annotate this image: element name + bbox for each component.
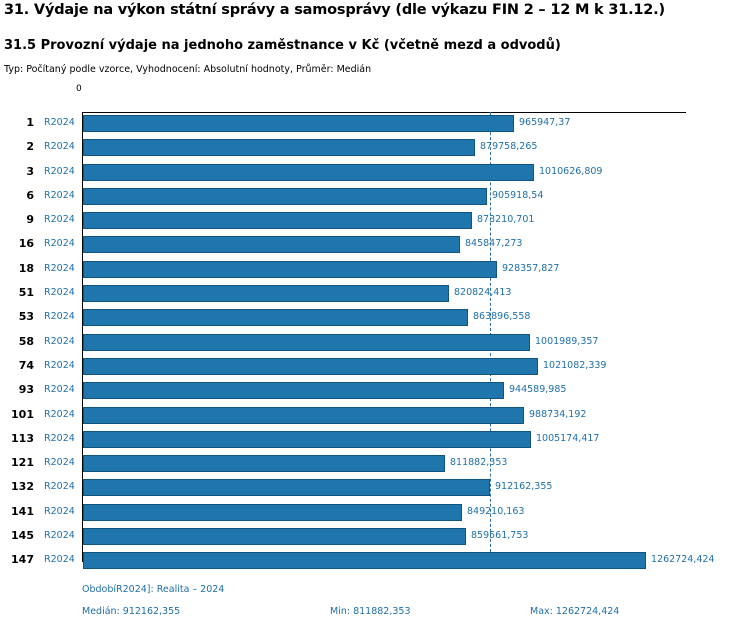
stat-median: Medián: 912162,355 [82,606,181,617]
row-index-label: 101 [11,407,34,421]
legend-period: ObdobíR2024]: Realita – 2024 [82,584,225,595]
bar[interactable] [83,139,475,156]
table-row [0,258,750,282]
bar-value-label: 1005174,417 [536,432,600,444]
row-period-label: R2024 [44,238,75,250]
row-index-label: 9 [26,213,34,227]
bar-value-label: 1001989,357 [535,335,599,347]
bar[interactable] [83,164,534,181]
row-index-label: 1 [26,116,34,129]
table-row [0,379,750,403]
table-row [0,331,750,355]
x-axis-zero-tick: 0 [76,84,82,94]
row-period-label: R2024 [44,165,75,177]
bar-chart-plot [0,98,750,568]
table-row [0,476,750,500]
bar[interactable] [83,188,487,205]
bar[interactable] [83,504,462,521]
row-period-label: R2024 [44,554,75,566]
row-period-label: R2024 [44,432,75,444]
bar[interactable] [83,479,490,496]
bar-value-label: 944589,985 [509,384,567,396]
row-period-label: R2024 [44,384,75,396]
row-period-label: R2024 [44,359,75,371]
bar-value-label: 1010626,809 [539,165,603,177]
row-period-label: R2024 [44,505,75,517]
row-period-label: R2024 [44,262,75,274]
bar[interactable] [83,334,530,351]
row-index-label: 18 [18,261,34,275]
table-row [0,233,750,257]
table-row [0,306,750,330]
row-period-label: R2024 [44,141,75,153]
bar[interactable] [83,407,524,424]
stat-max: Max: 1262724,424 [530,606,620,617]
bar[interactable] [83,528,466,545]
row-index-label: 145 [11,529,34,543]
bar-value-label: 1021082,339 [543,359,607,371]
table-row [0,282,750,306]
table-row [0,355,750,379]
row-index-label: 51 [18,286,34,300]
row-period-label: R2024 [44,117,75,128]
bar[interactable] [83,261,497,278]
bar[interactable] [83,285,449,302]
bar-value-label: 905918,54 [492,189,544,201]
row-index-label: 58 [18,334,34,348]
bar-value-label: 988734,192 [529,408,587,420]
bar-value-label: 965947,37 [519,117,571,128]
bar-value-label: 863896,558 [473,311,531,323]
table-row [0,404,750,428]
bar[interactable] [83,552,646,569]
row-period-label: R2024 [44,214,75,226]
bar[interactable] [83,455,445,472]
row-period-label: R2024 [44,335,75,347]
bar[interactable] [83,212,472,229]
stat-min: Min: 811882,353 [330,606,411,617]
row-index-label: 6 [26,188,34,202]
row-index-label: 16 [18,237,34,251]
bar-value-label: 879758,265 [480,141,538,153]
page-title: 31. Výdaje na výkon státní správy a samosprávy (dle výkazu FIN 2 – 12 M k 31.12.) [4,2,665,18]
table-row [0,428,750,452]
bar[interactable] [83,236,460,253]
table-row [0,209,750,233]
bar[interactable] [83,309,468,326]
row-index-label: 3 [26,164,34,178]
bar[interactable] [83,115,514,132]
row-period-label: R2024 [44,408,75,420]
row-period-label: R2024 [44,530,75,542]
bar-value-label: 811882,353 [450,457,508,469]
row-index-label: 2 [26,140,34,154]
row-index-label: 121 [11,456,34,470]
table-row [0,136,750,160]
bar-value-label: 859561,753 [471,530,529,542]
table-row [0,452,750,476]
bar-value-label: 912162,355 [495,481,553,493]
row-period-label: R2024 [44,287,75,299]
table-row [0,525,750,549]
bar-value-label: 873210,701 [477,214,535,226]
row-index-label: 113 [11,431,34,445]
bar-rows [0,112,750,574]
chart-subtitle: 31.5 Provozní výdaje na jednoho zaměstnance v Kč (včetně mezd a odvodů) [4,38,561,53]
bar[interactable] [83,358,538,375]
table-row [0,185,750,209]
table-row [0,549,750,573]
table-row [0,501,750,525]
row-index-label: 147 [11,553,34,567]
row-period-label: R2024 [44,189,75,201]
row-period-label: R2024 [44,481,75,493]
row-index-label: 74 [18,358,34,372]
bar[interactable] [83,431,531,448]
table-row [0,161,750,185]
row-index-label: 141 [11,504,34,518]
row-index-label: 93 [18,383,34,397]
chart-note: Typ: Počítaný podle vzorce, Vyhodnocení: Absolutní hodnoty, Průměr: Medián [4,64,372,75]
bar-value-label: 928357,827 [502,262,560,274]
row-period-label: R2024 [44,457,75,469]
table-row [0,112,750,136]
bar-value-label: 849210,163 [467,505,525,517]
bar[interactable] [83,382,504,399]
row-index-label: 53 [18,310,34,324]
row-index-label: 132 [11,480,34,494]
bar-value-label: 845847,273 [465,238,523,250]
bar-value-label: 820824,413 [454,287,512,299]
row-period-label: R2024 [44,311,75,323]
bar-value-label: 1262724,424 [651,554,715,566]
